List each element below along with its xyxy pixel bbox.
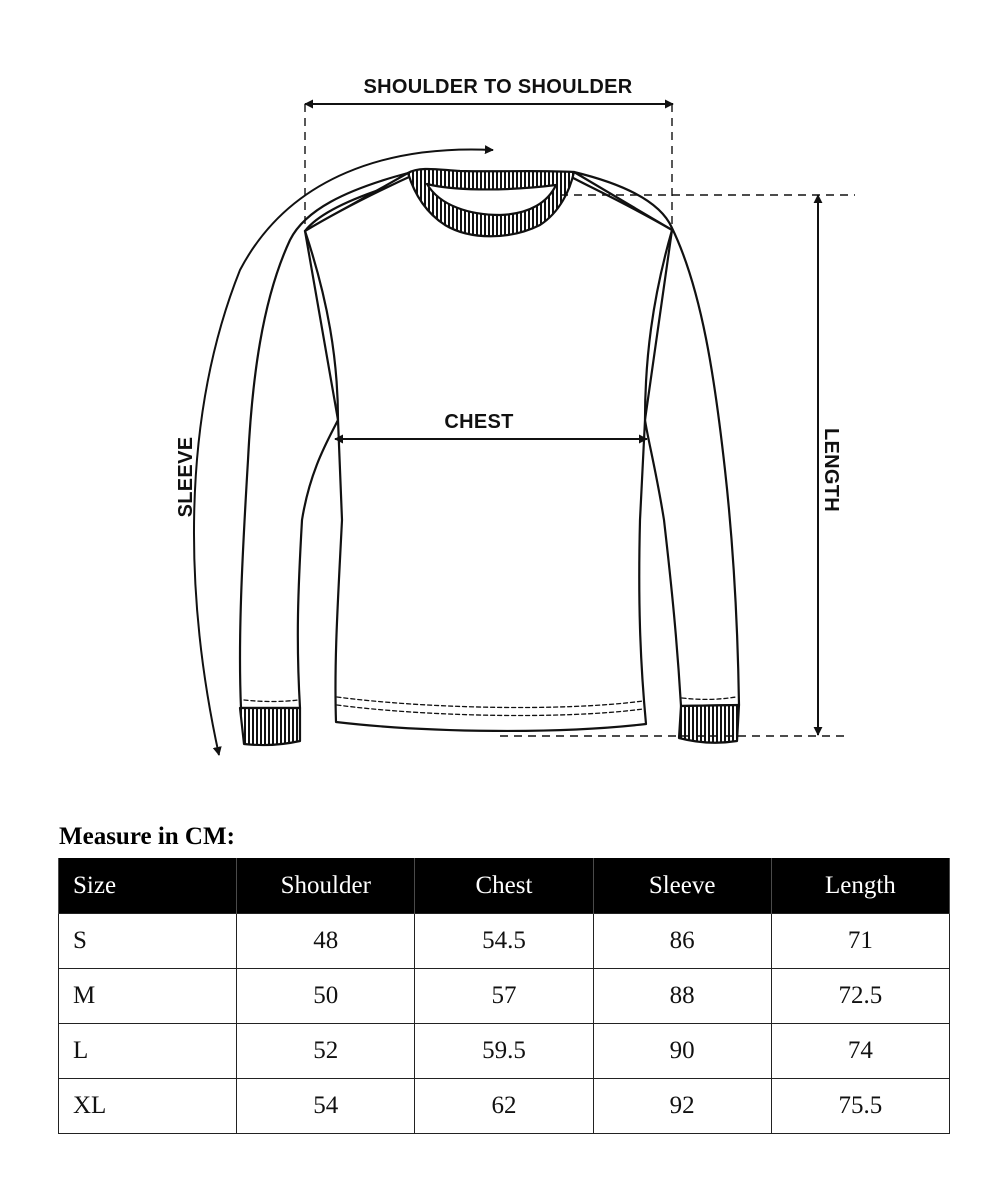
measure-heading: Measure in CM:: [59, 823, 235, 850]
cell-chest: 54.5: [415, 914, 593, 969]
cell-sleeve: 86: [593, 914, 771, 969]
cell-length: 75.5: [771, 1079, 949, 1134]
cell-sleeve: 88: [593, 969, 771, 1024]
table-row: [59, 969, 950, 1024]
header-length: Length: [771, 858, 949, 914]
cell-length: 74: [771, 1024, 949, 1079]
header-shoulder: Shoulder: [237, 858, 415, 914]
table-row: [59, 1079, 950, 1134]
right-cuff: [679, 705, 739, 743]
cell-size: L: [59, 1024, 237, 1079]
cell-size: XL: [59, 1079, 237, 1134]
sweatshirt-drawing: [240, 169, 739, 745]
table-header-row: [59, 858, 950, 914]
cell-shoulder: 52: [237, 1024, 415, 1079]
table-row: [59, 1024, 950, 1079]
cell-shoulder: 48: [237, 914, 415, 969]
chest-label: CHEST: [444, 411, 514, 433]
cell-length: 72.5: [771, 969, 949, 1024]
cell-size: S: [59, 914, 237, 969]
header-chest: Chest: [415, 858, 593, 914]
cell-length: 71: [771, 914, 949, 969]
cell-sleeve: 90: [593, 1024, 771, 1079]
table-row: [59, 914, 950, 969]
header-sleeve: Sleeve: [593, 858, 771, 914]
sweatshirt-body: [305, 172, 672, 731]
header-size: Size: [59, 858, 237, 914]
cell-chest: 57: [415, 969, 593, 1024]
cell-shoulder: 54: [237, 1079, 415, 1134]
cell-size: M: [59, 969, 237, 1024]
cell-sleeve: 92: [593, 1079, 771, 1134]
left-cuff: [240, 708, 300, 745]
length-label: LENGTH: [820, 427, 842, 513]
cell-shoulder: 50: [237, 969, 415, 1024]
size-table: [58, 858, 950, 1134]
sleeve-label: SLEEVE: [175, 436, 197, 518]
cell-chest: 62: [415, 1079, 593, 1134]
shoulder-label: SHOULDER TO SHOULDER: [363, 76, 633, 98]
cell-chest: 59.5: [415, 1024, 593, 1079]
